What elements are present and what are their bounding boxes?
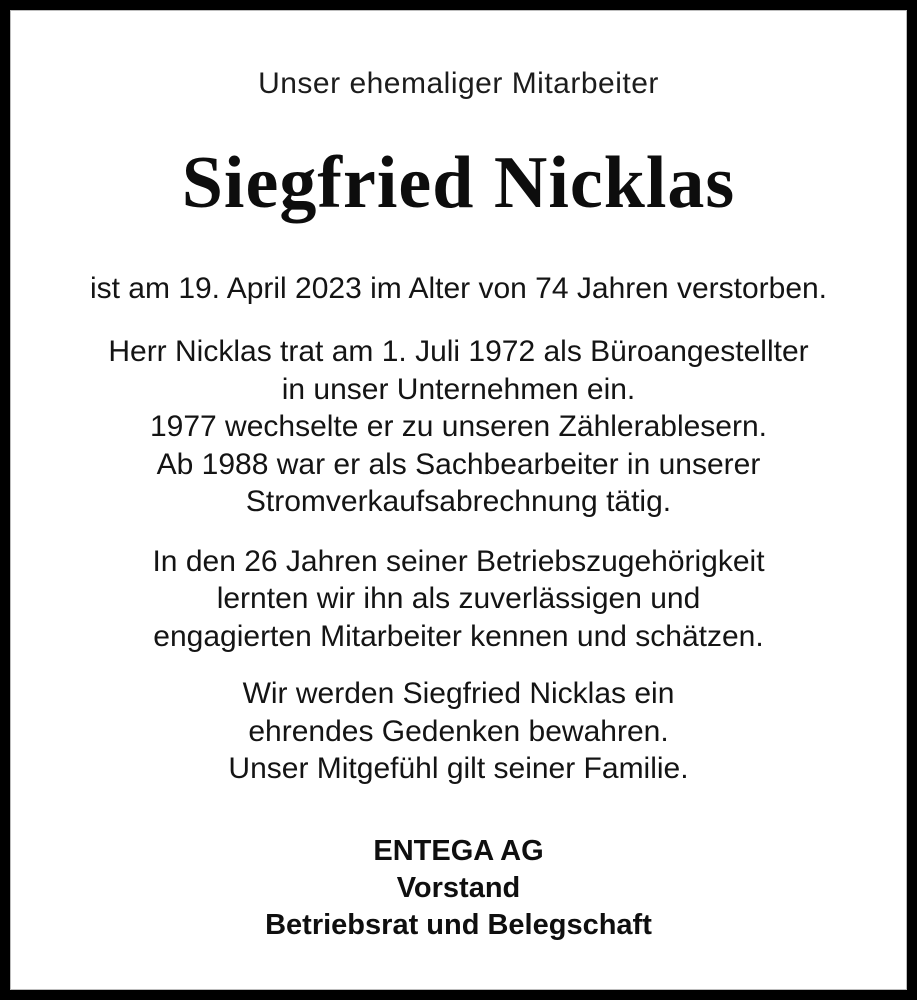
- remembrance-line-1: Wir werden Siegfried Nicklas ein: [242, 677, 675, 710]
- deceased-name: Siegfried Nicklas: [181, 142, 736, 224]
- tribute-line-3: engagierten Mitarbeiter kennen und schätzen.: [153, 619, 764, 653]
- remembrance-line-2: ehrendes Gedenken bewahren.: [248, 714, 669, 748]
- signature-vorstand: Vorstand: [396, 871, 521, 904]
- death-date-line: ist am 19. April 2023 im Alter von 74 Jahren verstorben.: [89, 272, 828, 305]
- tribute-paragraph: [10, 543, 907, 656]
- career-line-4: Ab 1988 war er als Sachbearbeiter in unserer: [156, 447, 761, 481]
- tribute-line-1: In den 26 Jahren seiner Betriebszugehörigkeit: [152, 544, 765, 578]
- career-line-2: in unser Unternehmen ein.: [281, 372, 636, 406]
- career-paragraph: [10, 333, 907, 521]
- remembrance-line-3: Unser Mitgefühl gilt seiner Familie.: [228, 752, 689, 785]
- signature-betriebsrat: Betriebsrat und Belegschaft: [265, 908, 652, 941]
- remembrance-paragraph: [10, 675, 907, 788]
- company-name: ENTEGA AG: [373, 834, 544, 867]
- career-line-3: 1977 wechselte er zu unseren Zählerablesern.: [149, 410, 768, 443]
- intro-line: Unser ehemaliger Mitarbeiter: [258, 67, 659, 100]
- tribute-line-2: lernten wir ihn als zuverlässigen und: [216, 582, 701, 615]
- signature-block: [10, 833, 907, 944]
- career-line-1: Herr Nicklas trat am 1. Juli 1972 als Büroangestellter: [108, 335, 809, 368]
- career-line-5: Stromverkaufsabrechnung tätig.: [245, 485, 672, 518]
